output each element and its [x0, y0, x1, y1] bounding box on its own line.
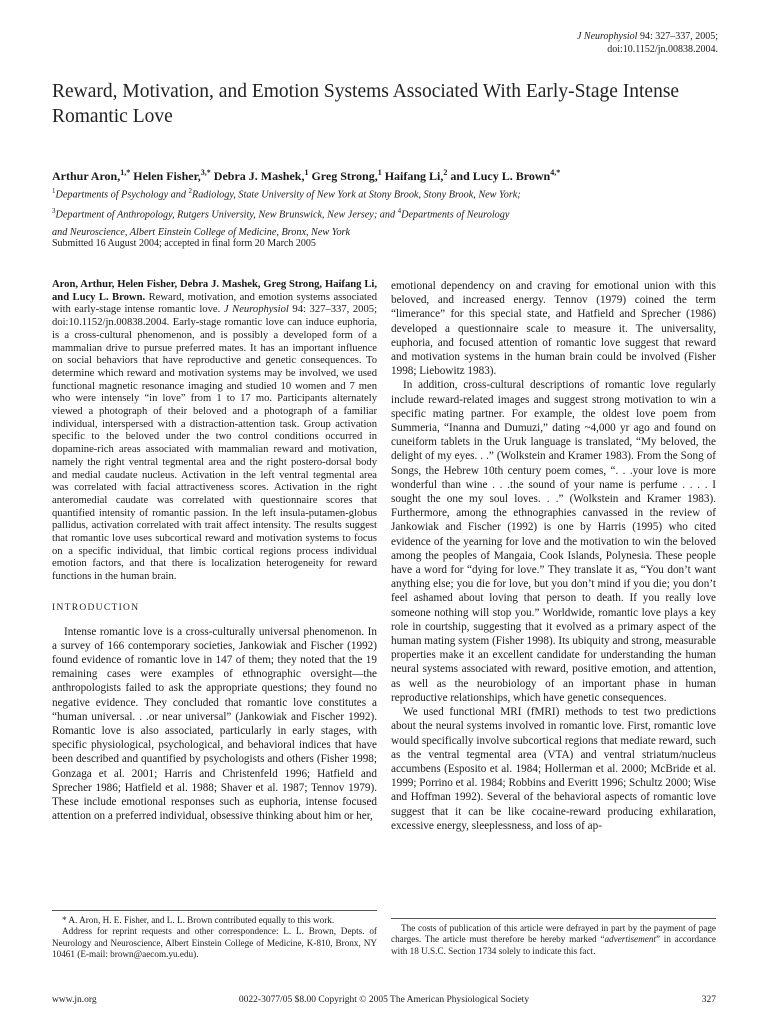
journal-reference: [418, 30, 718, 56]
affiliation-mark: 3: [52, 207, 56, 216]
author-affiliation-mark: 3,*: [200, 168, 211, 177]
journal-name: J Neurophysiol: [576, 31, 638, 42]
footnote-right: [391, 918, 716, 957]
author-list: [52, 165, 732, 184]
affiliation-text: Departments of Neurology: [401, 209, 510, 221]
right-column: [391, 279, 716, 833]
author-name: Haifang Li,: [384, 169, 444, 183]
affiliation-mark: 1: [52, 187, 56, 195]
author-affiliation-mark: 1: [304, 168, 309, 177]
abstract-authors: Aron, Arthur, Helen Fisher, Debra J. Mashek, Greg Strong, Haifang Li, and Lucy L. Brown.: [52, 279, 377, 303]
abstract-title-citation: Reward, motivation, and emotion systems associated with early-stage intense romantic love.: [52, 291, 378, 316]
abstract-body: 94: 327–337, 2005; doi:10.1152/jn.00838.2004. Early-stage romantic love can induce euphoria, is a cross-cultural phenomenon, and is possibly a developed form of a mammalian drive to pursue preferred mates. It has an important influence on social behaviors that have reproductive and genetic consequences. To determine which reward and motivation systems may be involved, we used functional magnetic resonance imaging and studied 10 women and 7 men who were intensely “in love” from 1 to 17 mo. Participants alternately viewed a photograph of their beloved and a photograph of a familiar individual, interspersed with a distraction-attention task. Group activation specific to the beloved under the two control conditions occurred in dopamine-rich areas associated with mammalian reward and motivation, namely the right ventral tegmental area and the right postero-dorsal body and medial caudate nucleus. Activation in the left ventral tegmental area was correlated with facial attractiveness scores. Activation in the right anteromedial caudate was correlated with questionnaire scores that quantified intensity of romantic passion. In the left insula-putamen-globus pallidus, activation correlated with trait affect intensity. The results suggest that romantic love uses subcortical reward and motivation systems to focus on a specific individual, that limbic cortical regions process individual emotion factors, and that there is localization heterogeneity for reward functions in the human brain.: [52, 304, 378, 583]
journal-doi: doi:10.1152/jn.00838.2004.: [607, 44, 718, 55]
footnote-left: [52, 910, 377, 961]
journal-citation-line: [418, 30, 718, 43]
affiliation-mark: 2: [188, 187, 192, 195]
footnote-advertisement: advertisement: [604, 934, 656, 945]
author-affiliation-mark: 1,*: [120, 168, 131, 177]
affiliation-text: and Neuroscience, Albert Einstein College of Medicine, Bronx, New York: [52, 226, 351, 238]
author-name: Debra J. Mashek,: [213, 169, 305, 183]
body-paragraph: We used functional MRI (fMRI) methods to test two predictions about the neural systems involved in romantic love. First, romantic love would specifically involve subcortical regions that mediate reward, such as the ventral tegmental area (VTA) and ventral striatum/nucleus accumbens (Esposito et al. 1984; Hollerman et al. 2000; McBride et al. 1999; Porrino et al. 1984; Robbins and Everitt 1996; Schultz 2000; Wise and Hoffman 1992). Several of the behavioral aspects of romantic love suggest that it can be like cocaine-reward producing exhilaration, excessive energy, sleeplessness, and loss of ap-: [391, 706, 716, 832]
author-name: Arthur Aron,: [52, 169, 121, 183]
author-name: Greg Strong,: [311, 169, 378, 183]
author-name: Helen Fisher,: [133, 169, 201, 183]
affiliation-text: Department of Anthropology, Rutgers University, New Brunswick, New Jersey; and: [55, 209, 398, 221]
footnote-text: The costs of publication of this article were defrayed in part by the payment of page charges. The article must therefore be hereby marked “: [391, 923, 716, 945]
journal-website: www.jn.org: [52, 995, 97, 1005]
footnote-equal-contribution: * A. Aron, H. E. Fisher, and L. L. Brown contributed equally to this work.: [62, 915, 335, 925]
abstract-journal: J Neurophysiol: [223, 304, 289, 316]
affiliation-mark: 4: [397, 207, 402, 216]
body-paragraph: In addition, cross-cultural descriptions of romantic love regularly include reward-related images and suggest strong motivation to win a specific mating partner. For example, the oldest love poem from Summeria, “Inanna and Dumuzi,” dating ~4,000 yr ago and found on cuneiform tablets in the Uruk language is translated, “My beloved, the delight of my eyes. . .” (Wolkstein and Kramer 1983). From the Song of Songs, the Hebrew 10th century poem comes, “. . .your love is more wonderful than wine . . .the sound of your name is perfume . . . . I sought the one my soul loves. . .” (Wolkstein and Kramer 1983). Furthermore, among the ethnographies canvassed in the review of Jankowiak and Fischer (1992) is one by Harris (1995) who cited evidence of the yearning for love and the motivation to win the beloved among the peoples of Mangaia, Cook Islands, Polynesia. These people have a word for “dying for love.” They translate it as, “You don’t want anything else; you die for love, but you don’t mind if you die; you don’t feel ashamed about loving that person to death. If you really love someone nothing will stop you.” Worldwide, romantic love plays a key role in courtship, suggesting that it evolved as a primary aspect of the human mating system (Fisher 1998). Its ubiquity and strong, measurable properties make it an excellent candidate for understanding the human neural systems associated with reward, positive emotion, and attention, as well as the neurobiology of an important phase in human reproductive relationships, which have genetic consequences.: [391, 379, 716, 704]
footnote-correspondence: Address for reprint requests and other correspondence: L. L. Brown, Depts. of Neurology and Neuroscience, Albert Einstein College of Medicine, K-810, Bronx, NY 10461 (E-mail: brown@aecom.yu.edu).: [52, 926, 377, 960]
footnote-text: ” in accordance with 18 U.S.C. Section 1734 solely to indicate this fact.: [391, 934, 716, 956]
copyright-notice: 0022-3077/05 $8.00 Copyright © 2005 The American Physiological Society: [238, 995, 530, 1005]
footnote-publication-costs: [391, 923, 716, 957]
author-affiliation-mark: 1: [377, 168, 382, 177]
affiliation-text: Departments of Psychology and: [55, 189, 189, 201]
section-heading-introduction: INTRODUCTION: [52, 602, 140, 613]
author-affiliation-mark: 4,*: [550, 168, 561, 177]
affiliation-line: [52, 203, 732, 223]
affiliation-line: [52, 183, 732, 203]
article-title: Reward, Motivation, and Emotion Systems Associated With Early-Stage Intense Romantic Love: [52, 81, 680, 127]
page-number: 327: [701, 995, 716, 1005]
introduction-paragraph: Intense romantic love is a cross-culturally universal phenomenon. In a survey of 166 contemporary societies, Jankowiak and Fischer (1992) found evidence of romantic love in 147 of them; they noted that the 19 remaining cases were examples of ethnographic oversight—the anthropologists failed to ask the appropriate questions; they found no negative evidence. They concluded that romantic love constitutes a “human universal. . .or near universal” (Jankowiak and Fischer 1992). Romantic love is also associated, particularly in early stages, with specific physiological, psychological, and behavioral indices that have been described and quantified by psychologists and others (Fisher 1998; Gonzaga et al. 2001; Harris and Christenfeld 1996; Hatfield and Sprecher 1986; Hatfield et al. 1988; Shaver et al. 1987; Tennov 1979). These include emotional responses such as euphoria, intense focused attention on a preferred individual, obsessive thinking about him or her,: [52, 625, 377, 823]
body-paragraph: emotional dependency on and craving for emotional union with this beloved, and increased energy. Tennov (1979) coined the term “limerance” for this special state, and Hatfield and Sprecher (1986) developed a questionnaire scale to measure it. The universality, euphoria, and focused attention of romantic love suggest that reward and motivation systems in the human brain could be involved (Fisher 1998; Liebowitz 1983).: [391, 280, 716, 378]
author-name: and Lucy L. Brown: [450, 169, 551, 183]
affiliation-text: Radiology, State University of New York at Stony Brook, Stony Brook, New York;: [191, 189, 521, 201]
author-affiliation-mark: 2: [443, 168, 448, 177]
left-column: [52, 279, 377, 823]
journal-citation: 94: 327–337, 2005;: [637, 31, 718, 42]
submission-dates: Submitted 16 August 2004; accepted in final form 20 March 2005: [52, 238, 316, 249]
abstract: [52, 279, 377, 584]
affiliations: [52, 183, 732, 241]
